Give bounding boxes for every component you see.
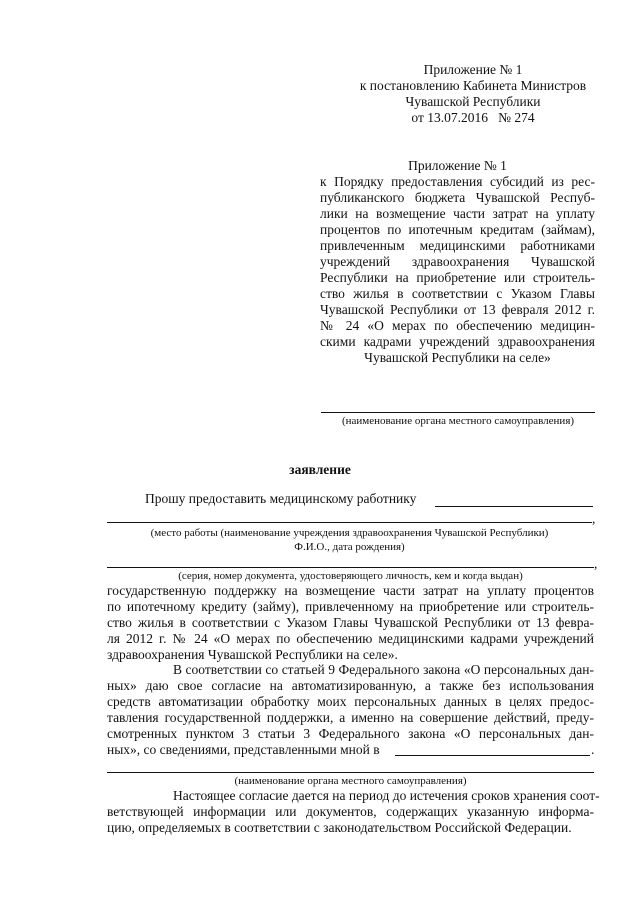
paragraph-support-line: ство жилья в соответствии с Указом Главы Чувашской Республики от 13 февра- bbox=[107, 615, 594, 630]
procedure-text-line: учреждений здравоохранения Чувашской bbox=[320, 254, 595, 269]
paragraph-consent-line: средств автоматизации обработку моих персональных данных в целях предос- bbox=[107, 694, 594, 709]
workplace-caption: (место работы (наименование учреждения здравоохранения Чувашской Республики) bbox=[150, 527, 549, 539]
procedure-text-line: к Порядку предоставления субсидий из рес- bbox=[320, 174, 595, 189]
document-title: заявление bbox=[289, 462, 351, 477]
procedure-text-line: Чувашской Республики от 13 февраля 2012 г. bbox=[320, 302, 595, 317]
procedure-text-line: Республики на приобретение или строитель- bbox=[320, 270, 595, 285]
procedure-text-line: привлеченным медицинскими работниками bbox=[320, 238, 595, 253]
employee-name-blank[interactable] bbox=[435, 506, 593, 507]
procedure-text-line: публиканского бюджета Чувашской Респуб- bbox=[320, 190, 595, 205]
paragraph-support-line: ля 2012 г. № 24 «О мерах по обеспечению медицинскими кадрами учреждений bbox=[107, 631, 594, 646]
appendix-header-procedure bbox=[320, 158, 595, 366]
request-line bbox=[145, 491, 416, 507]
workplace-blank-line[interactable] bbox=[107, 522, 592, 523]
recipient-caption: (наименование органа местного самоуправления) bbox=[341, 415, 575, 427]
appendix-number: Приложение № 1 bbox=[423, 62, 523, 77]
fio-caption: Ф.И.О., дата рождения) bbox=[294, 541, 405, 553]
appendix-header-resolution bbox=[350, 62, 596, 126]
identity-comma: , bbox=[594, 556, 598, 571]
paragraph-period-last: цию, определяемых в соответствии с законодательством Российской Федерации. bbox=[107, 820, 572, 835]
consent-body-blank-inline[interactable] bbox=[395, 755, 590, 756]
paragraph-support-line: по ипотечному кредиту (займу), привлеченному на приобретение или строитель- bbox=[107, 599, 594, 614]
recipient-blank-line[interactable] bbox=[321, 412, 595, 413]
workplace-comma: , bbox=[592, 511, 596, 526]
body-name-caption: (наименование органа местного самоуправления) bbox=[234, 775, 467, 787]
procedure-last-line: Чувашской Республики на селе» bbox=[364, 350, 551, 365]
paragraph-consent-line: тавления государственной поддержки, а именно на совершение действий, преду- bbox=[107, 710, 594, 725]
appendix-date-number: от 13.07.2016 № 274 bbox=[411, 110, 535, 125]
identity-document-caption: (серия, номер документа, удостоверяющего личность, кем и когда выдан) bbox=[178, 570, 523, 582]
paragraph-support-last: здравоохранения Чувашской Республики на селе». bbox=[107, 647, 398, 662]
procedure-text-line: лики на возмещение части затрат на уплату bbox=[320, 206, 595, 221]
appendix-resolution-ref: к постановлению Кабинета Министров bbox=[359, 78, 587, 93]
procedure-text-line: ство жилья в соответствии с Указом Главы bbox=[320, 286, 595, 301]
body-name-blank-line[interactable] bbox=[107, 772, 594, 773]
paragraph-consent-line: В соответствии со статьей 9 Федерального закона «О персональных дан- bbox=[173, 662, 594, 677]
paragraph-support bbox=[107, 583, 594, 663]
paragraph-consent-line: ных» даю свое согласие на автоматизированную, а также без использования bbox=[107, 678, 594, 693]
identity-document-blank[interactable] bbox=[107, 567, 594, 568]
paragraph-consent-last: ных», со сведениями, представленными мной в bbox=[107, 742, 380, 757]
procedure-text-line: скими кадрами учреждений здравоохранения bbox=[320, 334, 595, 349]
paragraph-period-line: Настоящее согласие дается на период до истечения сроков хранения соот- bbox=[173, 788, 600, 803]
consent-period: . bbox=[591, 742, 595, 757]
paragraph-consent bbox=[107, 662, 594, 758]
paragraph-period-line: ветствующей информации или документов, содержащих указанную информа- bbox=[107, 804, 594, 819]
paragraph-consent-line: смотренных пунктом 3 статьи 3 Федерального закона «О персональных дан- bbox=[107, 726, 594, 741]
procedure-text-line: № 24 «О мерах по обеспечению медицин- bbox=[320, 318, 595, 333]
paragraph-support-line: государственную поддержку на возмещение части затрат на уплату процентов bbox=[107, 583, 594, 598]
request-text: Прошу предоставить медицинскому работнику bbox=[145, 491, 417, 506]
procedure-text-line: процентов по ипотечным кредитам (займам), bbox=[320, 222, 595, 237]
paragraph-period bbox=[107, 788, 600, 836]
procedure-appendix-title: Приложение № 1 bbox=[408, 158, 507, 173]
appendix-republic: Чувашской Республики bbox=[405, 94, 541, 109]
